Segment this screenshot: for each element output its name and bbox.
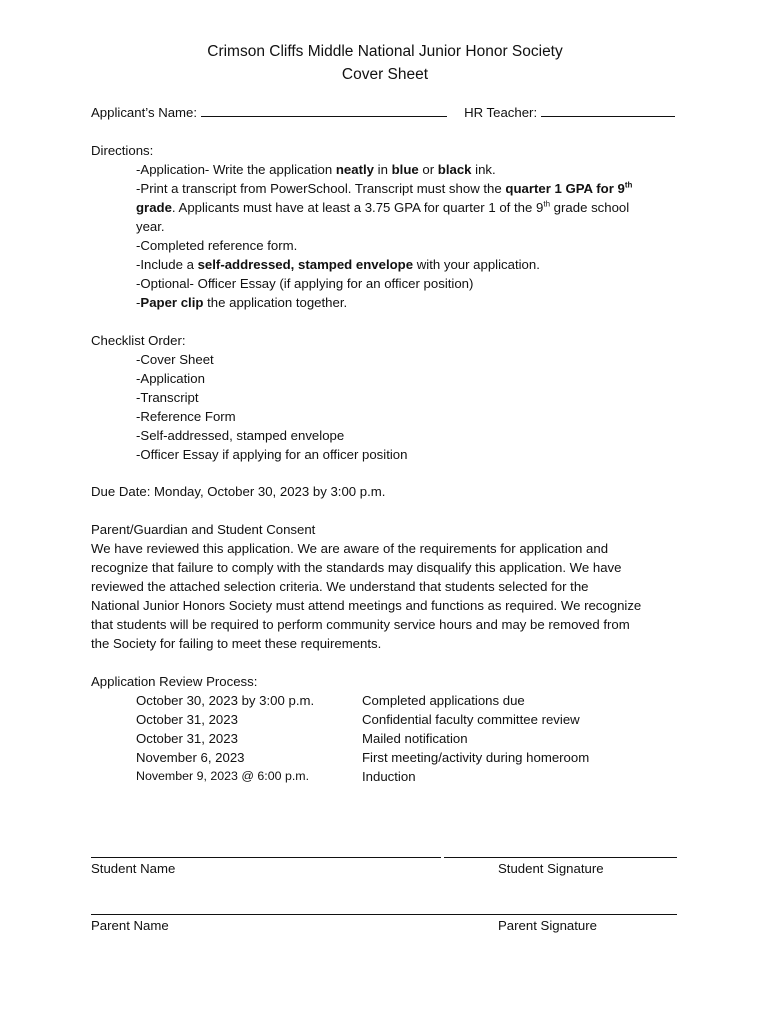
- directions-item: [136, 255, 540, 274]
- review-event: Confidential faculty committee review: [362, 712, 580, 727]
- directions-item: [136, 160, 496, 179]
- student-signature-line[interactable]: [444, 857, 677, 858]
- hr-teacher-label: HR Teacher:: [464, 105, 538, 120]
- review-event: Mailed notification: [362, 731, 468, 746]
- consent-line: reviewed the attached selection criteria. We understand that students selected for the: [91, 579, 589, 594]
- consent-line: National Junior Honors Society must attend meetings and functions as required. We recognize: [91, 598, 642, 613]
- checklist-item: -Application: [136, 371, 205, 386]
- student-signature-label: Student Signature: [498, 861, 604, 876]
- applicant-name-field[interactable]: [201, 104, 447, 117]
- directions-emphasis: grade: [136, 200, 172, 215]
- directions-text: or: [418, 162, 438, 177]
- checklist-item: -Reference Form: [136, 409, 236, 424]
- directions-item: [136, 293, 347, 312]
- directions-text: -Application- Write the application: [136, 162, 336, 177]
- directions-text: -Include a: [136, 257, 198, 272]
- directions-text: . Applicants must have at least a 3.75 GPA for quarter 1 of the 9: [171, 200, 544, 215]
- student-name-line[interactable]: [91, 857, 441, 858]
- directions-text: the application together.: [203, 295, 348, 310]
- directions-text: in: [374, 162, 392, 177]
- document-subtitle: Cover Sheet: [341, 66, 429, 83]
- directions-heading: Directions:: [91, 143, 154, 158]
- due-date: Due Date: Monday, October 30, 2023 by 3:00 p.m.: [91, 484, 386, 499]
- parent-signature-line[interactable]: [91, 914, 677, 915]
- review-event: Induction: [362, 769, 416, 784]
- review-date: October 30, 2023 by 3:00 p.m.: [136, 693, 315, 708]
- checklist-item: -Cover Sheet: [136, 352, 214, 367]
- directions-text: -: [136, 295, 141, 310]
- directions-emphasis: Paper clip: [140, 295, 204, 310]
- parent-name-label: Parent Name: [91, 918, 169, 933]
- directions-text: grade school: [550, 200, 630, 215]
- directions-emphasis: blue: [391, 162, 419, 177]
- review-date: November 6, 2023: [136, 750, 245, 765]
- checklist-heading: Checklist Order:: [91, 333, 186, 348]
- applicant-info-row: [91, 103, 675, 122]
- review-event: Completed applications due: [362, 693, 525, 708]
- directions-text: with your application.: [413, 257, 540, 272]
- directions-emphasis: [505, 181, 632, 196]
- applicant-name-label: Applicant’s Name:: [91, 105, 198, 120]
- directions-item: -Completed reference form.: [136, 238, 298, 253]
- directions-emphasis: self-addressed, stamped envelope: [197, 257, 414, 272]
- student-name-label: Student Name: [91, 861, 176, 876]
- document-title: Crimson Cliffs Middle National Junior Honor Society: [207, 43, 563, 60]
- checklist-item: -Officer Essay if applying for an officer position: [136, 447, 408, 462]
- hr-teacher-field[interactable]: [541, 104, 675, 117]
- ordinal-suffix: th: [624, 180, 633, 190]
- consent-line: recognize that failure to comply with the standards may disqualify this application. We have: [91, 560, 622, 575]
- directions-emphasis: black: [437, 162, 472, 177]
- directions-item: -Optional- Officer Essay (if applying for an officer position): [136, 276, 474, 291]
- review-date: October 31, 2023: [136, 731, 238, 746]
- review-date: October 31, 2023: [136, 712, 238, 727]
- directions-text: -Print a transcript from PowerSchool. Transcript must show the: [136, 181, 506, 196]
- directions-text: ink.: [471, 162, 496, 177]
- review-heading: Application Review Process:: [91, 674, 258, 689]
- directions-emphasis: neatly: [335, 162, 374, 177]
- review-event: First meeting/activity during homeroom: [362, 750, 590, 765]
- directions-item-continued: [136, 198, 629, 217]
- ordinal-suffix: th: [543, 199, 551, 209]
- review-date: November 9, 2023 @ 6:00 p.m.: [136, 769, 310, 783]
- directions-text: quarter 1 GPA for 9: [505, 181, 625, 196]
- directions-item: [136, 179, 632, 198]
- consent-line: that students will be required to perform community service hours and may be removed from: [91, 617, 630, 632]
- directions-item-continued: year.: [136, 219, 165, 234]
- consent-line: We have reviewed this application. We are aware of the requirements for application and: [91, 541, 609, 556]
- parent-signature-label: Parent Signature: [498, 918, 597, 933]
- checklist-item: -Self-addressed, stamped envelope: [136, 428, 345, 443]
- consent-line: the Society for failing to meet these requirements.: [91, 636, 382, 651]
- consent-heading: Parent/Guardian and Student Consent: [91, 522, 316, 537]
- checklist-item: -Transcript: [136, 390, 199, 405]
